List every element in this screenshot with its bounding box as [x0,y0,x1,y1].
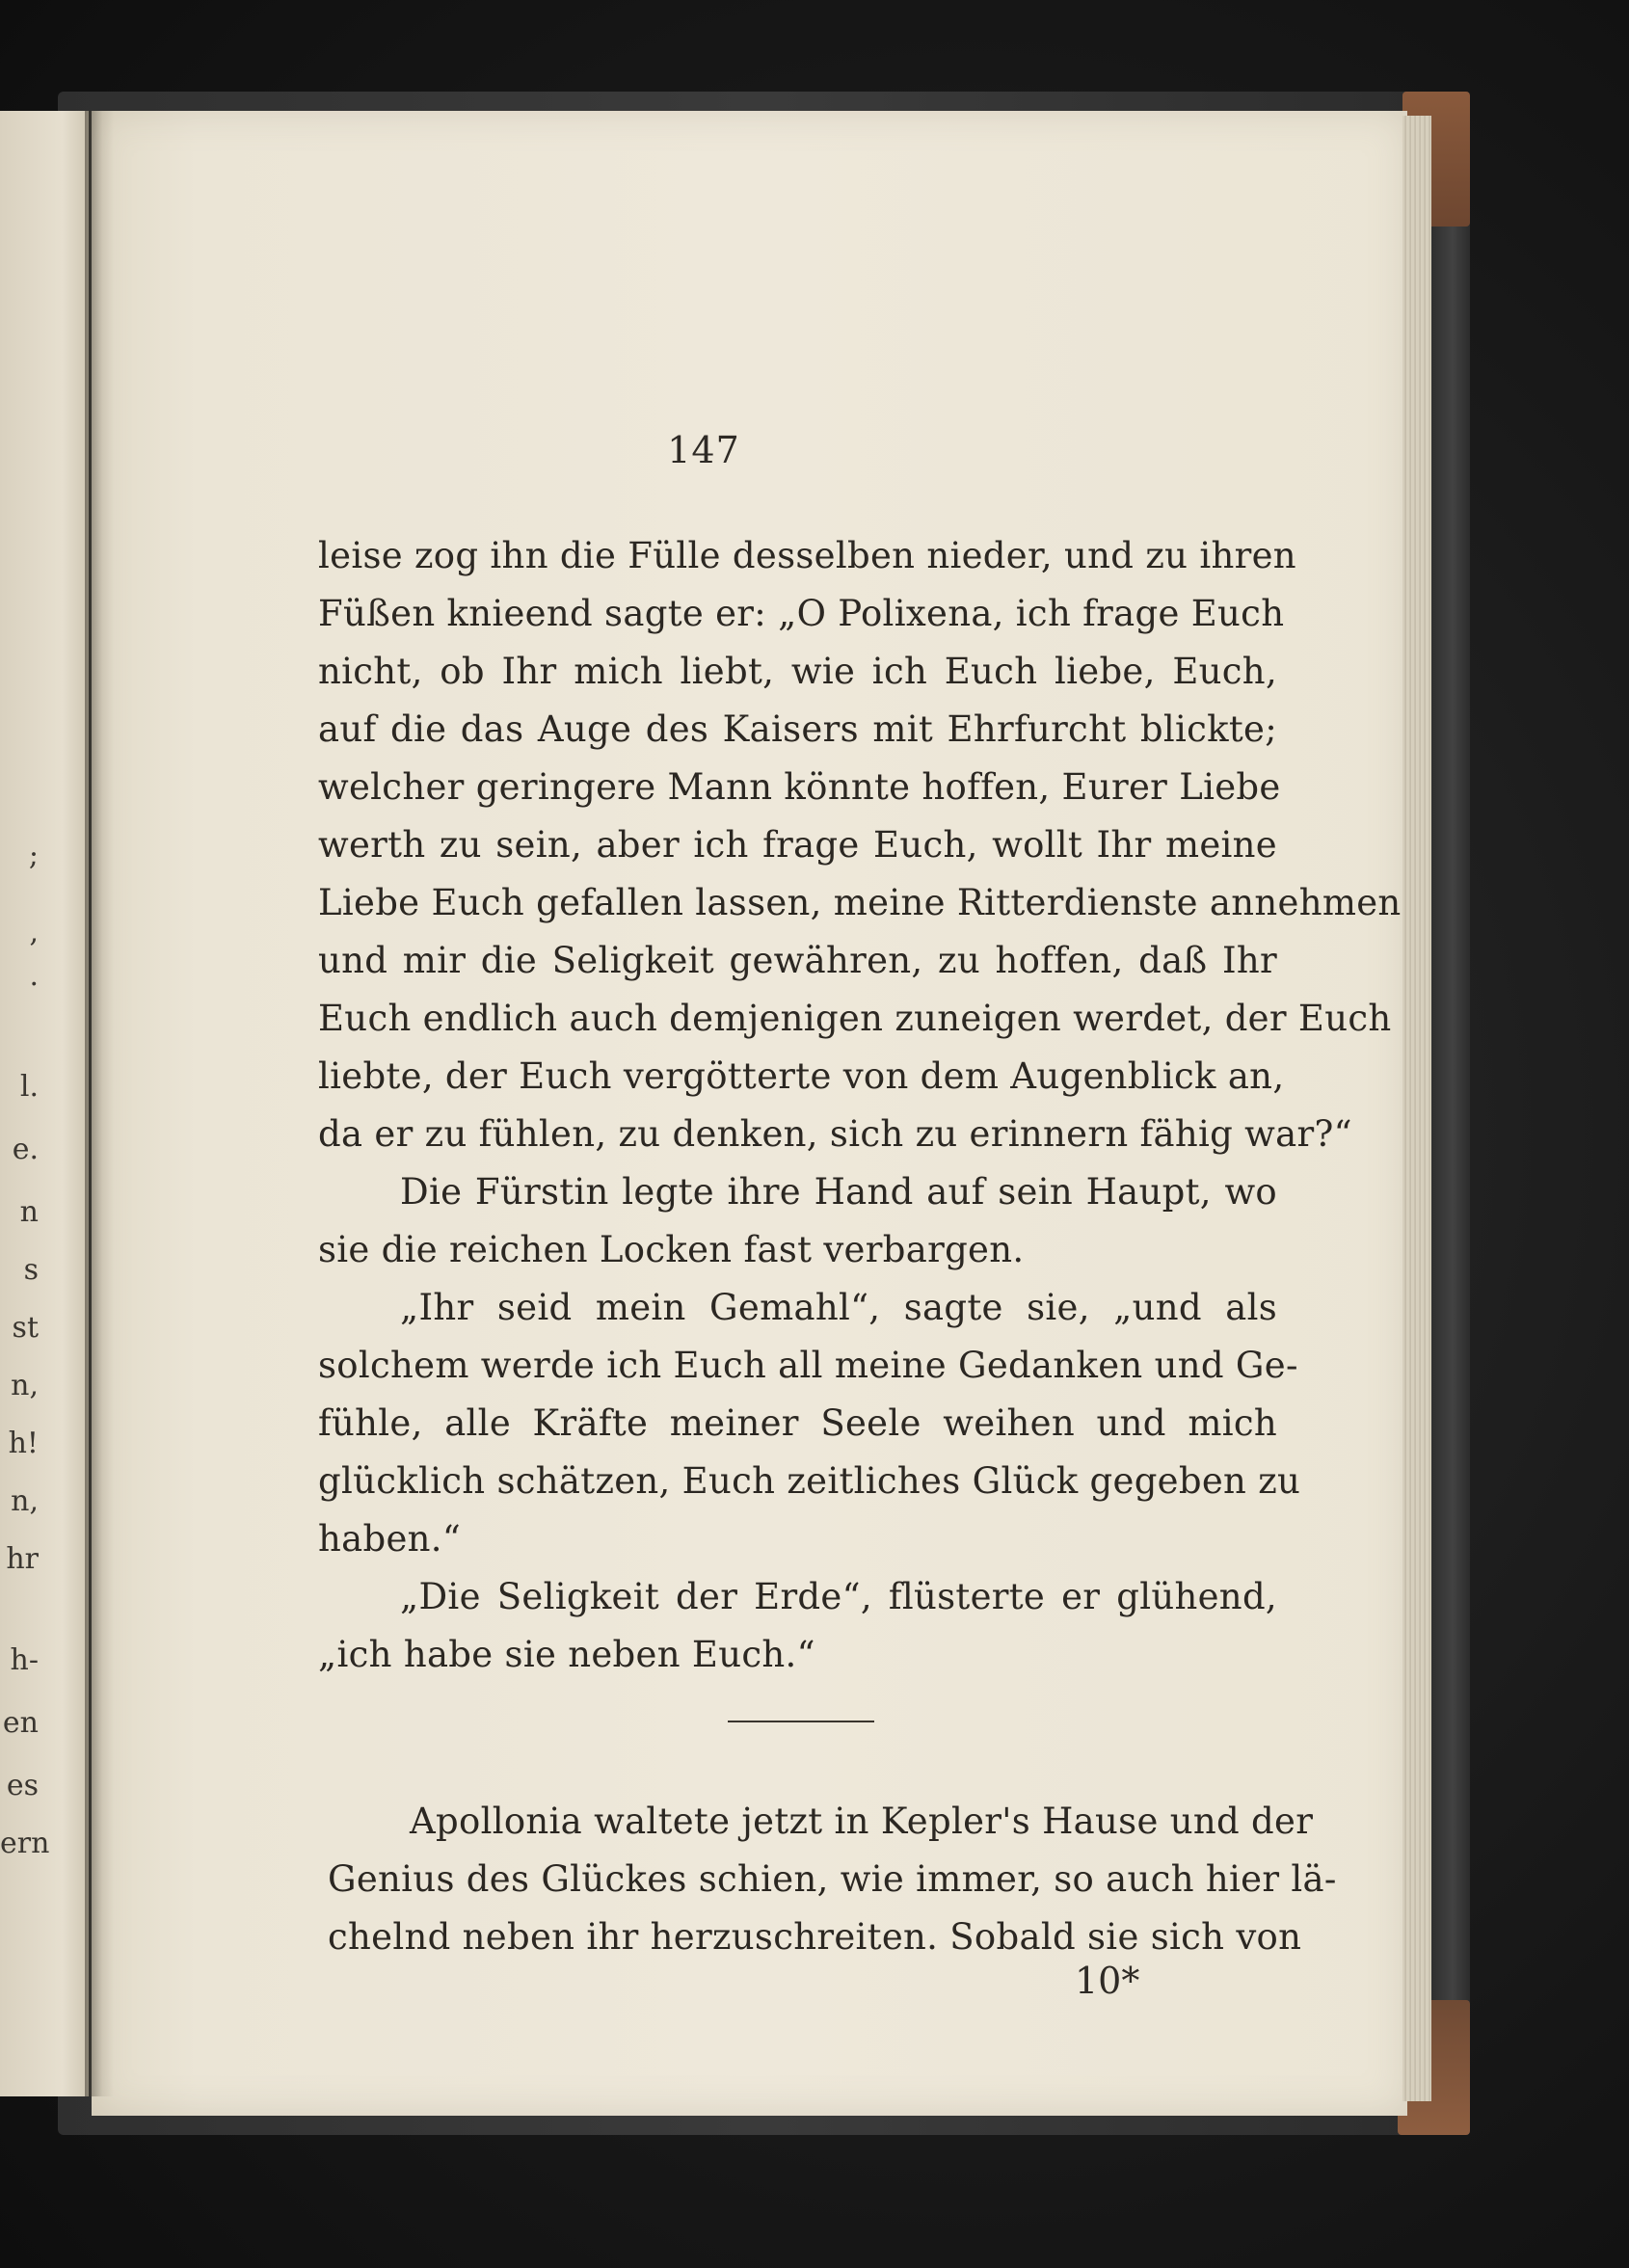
text-line: leise zog ihn die Fülle desselben nieder, und zu ihren [318,535,1296,576]
left-fragment: ern [0,1827,50,1860]
text-line: „Die Seligkeit der Erde“, flüsterte er glühend, [400,1576,1277,1617]
text-line: haben.“ [318,1518,462,1560]
left-fragment: ; [28,839,39,872]
left-fragment: . [29,959,39,993]
text-line: liebte, der Euch vergötterte von dem Augenblick an, [318,1055,1285,1097]
printer-signature: 10* [1075,1960,1140,2002]
text-line: „ich habe sie neben Euch.“ [318,1634,815,1675]
text-line: welcher geringere Mann könnte hoffen, Eurer Liebe [318,766,1281,808]
left-fragment: h- [10,1643,39,1677]
text-line: solchem werde ich Euch all meine Gedanken und Ge- [318,1345,1298,1386]
left-fragment: s [23,1253,39,1287]
paragraph-block [318,527,1402,1684]
left-fragment: st [12,1311,39,1345]
text-line: fühle, alle Kräfte meiner Seele weihen und mich [318,1402,1277,1444]
left-fragment: l. [19,1070,39,1104]
left-fragment: en [2,1706,39,1740]
section-divider [728,1721,874,1722]
paragraph-block [328,1793,1337,1966]
page-edges [1402,116,1431,2101]
text-line: nicht, ob Ihr mich liebt, wie ich Euch liebe, Euch, [318,651,1277,692]
text-line: auf die das Auge des Kaisers mit Ehrfurcht blickte; [318,708,1277,750]
text-line: Liebe Euch gefallen lassen, meine Ritterdienste annehmen [318,882,1402,923]
page-number: 147 [667,429,740,471]
left-fragment: , [29,916,39,949]
text-line: Genius des Glückes schien, wie immer, so auch hier lä- [328,1858,1337,1900]
left-fragment: n, [11,1369,39,1402]
text-line: und mir die Seligkeit gewähren, zu hoffen, daß Ihr [318,940,1277,981]
text-line: da er zu fühlen, zu denken, sich zu erinnern fähig war?“ [318,1113,1352,1155]
left-fragment: e. [12,1133,39,1166]
text-line: chelnd neben ihr herzuschreiten. Sobald sie sich von [328,1916,1302,1958]
gutter-shadow [85,111,114,2096]
text-line: glücklich schätzen, Euch zeitliches Glück gegeben zu [318,1460,1301,1502]
text-line: werth zu sein, aber ich frage Euch, wollt Ihr meine [318,824,1277,866]
text-line: Euch endlich auch demjenigen zuneigen werdet, der Euch [318,998,1392,1039]
text-line: „Ihr seid mein Gemahl“, sagte sie, „und als [400,1287,1277,1328]
text-line: Füßen knieend sagte er: „O Polixena, ich frage Euch [318,593,1285,634]
cover-edge [1427,222,1470,2005]
left-fragment: es [6,1769,39,1802]
left-fragment: n [19,1195,39,1229]
left-fragment: n, [11,1484,39,1518]
left-fragment: hr [6,1542,39,1576]
book-page [92,111,1407,2116]
left-fragment: h! [8,1427,39,1460]
text-line: Die Fürstin legte ihre Hand auf sein Haupt, wo [400,1171,1277,1213]
text-line: Apollonia waltete jetzt in Kepler's Hause und der [410,1801,1314,1842]
left-page [0,111,89,2096]
text-line: sie die reichen Locken fast verbargen. [318,1229,1025,1270]
